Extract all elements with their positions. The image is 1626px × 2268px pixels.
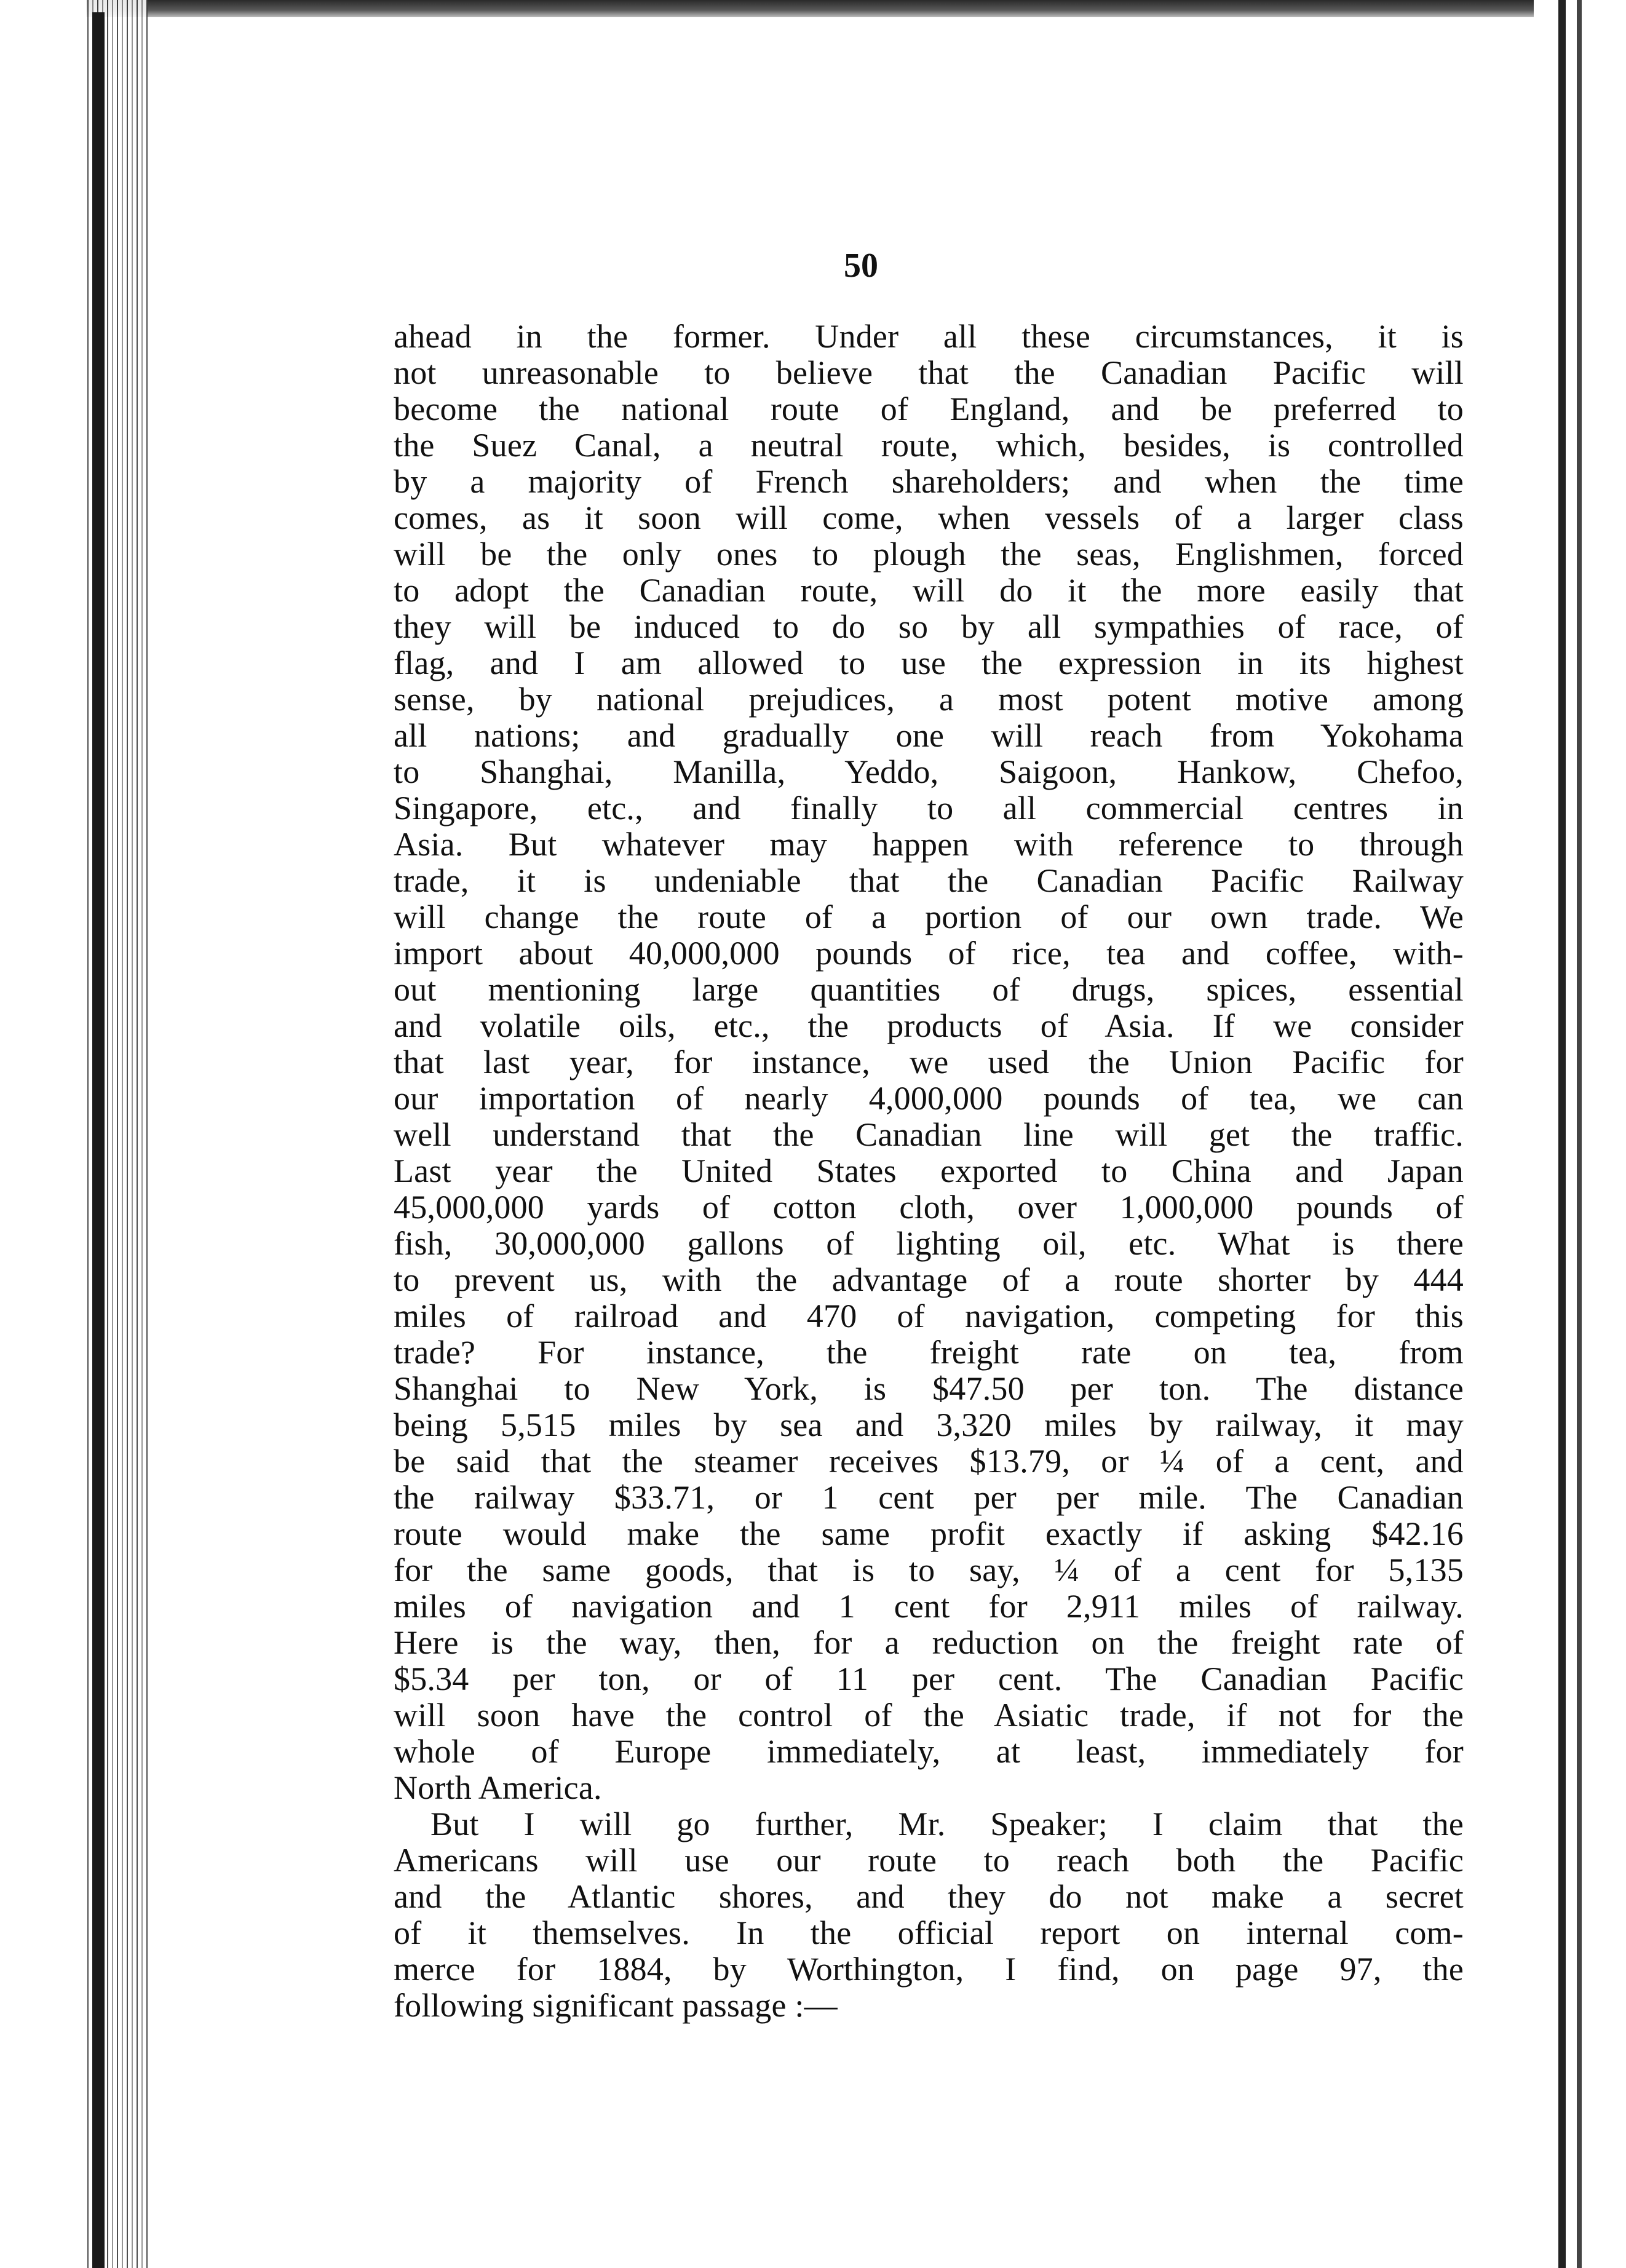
- text-line: comes, as it soon will come, when vessels of a larger class: [394, 499, 1464, 536]
- text-line: Singapore, etc., and finally to all commercial centres in: [394, 790, 1464, 827]
- text-line: become the national route of England, and be preferred to: [394, 391, 1464, 427]
- text-line: Shanghai to New York, is $47.50 per ton. The distance: [394, 1370, 1464, 1407]
- text-line: merce for 1884, by Worthington, I find, on page 97, the: [394, 1951, 1464, 1988]
- book-page: [148, 17, 1534, 2268]
- text-line: to adopt the Canadian route, will do it the more easily that: [394, 572, 1464, 609]
- text-line: North America.: [394, 1769, 602, 1806]
- text-line: of it themselves. In the official report on internal com-: [394, 1914, 1464, 1951]
- text-line: miles of railroad and 470 of navigation, competing for this: [394, 1298, 1464, 1334]
- text-line: our importation of nearly 4,000,000 pounds of tea, we can: [394, 1080, 1464, 1117]
- scan-top-edge: [0, 0, 1626, 17]
- text-line: Last year the United States exported to China and Japan: [394, 1152, 1464, 1189]
- text-line: to prevent us, with the advantage of a route shorter by 444: [394, 1261, 1464, 1298]
- text-line: trade? For instance, the freight rate on tea, from: [394, 1334, 1464, 1371]
- text-line: and volatile oils, etc., the products of Asia. If we consider: [394, 1007, 1464, 1044]
- text-line: will change the route of a portion of our own trade. We: [394, 898, 1464, 935]
- text-line: following significant passage :—: [394, 1987, 838, 2024]
- text-line: miles of navigation and 1 cent for 2,911 miles of railway.: [394, 1588, 1464, 1625]
- text-line: and the Atlantic shores, and they do not make a secret: [394, 1878, 1464, 1915]
- text-line: import about 40,000,000 pounds of rice, tea and coffee, with-: [394, 935, 1464, 972]
- text-line: Asia. But whatever may happen with reference to through: [394, 826, 1464, 863]
- text-line: not unreasonable to believe that the Canadian Pacific will: [394, 354, 1464, 391]
- text-line: be said that the steamer receives $13.79, or ¼ of a cent, and: [394, 1443, 1464, 1480]
- text-line: the railway $33.71, or 1 cent per per mile. The Canadian: [394, 1479, 1464, 1516]
- text-line: will be the only ones to plough the seas, Englishmen, forced: [394, 536, 1464, 573]
- text-line: that last year, for instance, we used the Union Pacific for: [394, 1044, 1464, 1080]
- text-line: for the same goods, that is to say, ¼ of a cent for 5,135: [394, 1552, 1464, 1588]
- text-line: Here is the way, then, for a reduction on the freight rate of: [394, 1624, 1464, 1661]
- text-line: the Suez Canal, a neutral route, which, besides, is controlled: [394, 427, 1464, 464]
- right-page-edge: [1534, 0, 1626, 2268]
- text-line: 45,000,000 yards of cotton cloth, over 1,000,000 pounds of: [394, 1189, 1464, 1226]
- text-line: well understand that the Canadian line will get the traffic.: [394, 1116, 1464, 1153]
- text-line: flag, and I am allowed to use the expression in its highest: [394, 644, 1464, 681]
- text-line: sense, by national prejudices, a most potent motive among: [394, 681, 1464, 718]
- text-line: trade, it is undeniable that the Canadian Pacific Railway: [394, 862, 1464, 899]
- text-line: out mentioning large quantities of drugs, spices, essential: [394, 971, 1464, 1008]
- text-line: by a majority of French shareholders; and when the time: [394, 463, 1464, 500]
- text-line: being 5,515 miles by sea and 3,320 miles by railway, it may: [394, 1406, 1464, 1443]
- text-line: But I will go further, Mr. Speaker; I claim that the: [430, 1806, 1464, 1842]
- text-line: they will be induced to do so by all sympathies of race, of: [394, 608, 1464, 645]
- text-line: Americans will use our route to reach both the Pacific: [394, 1842, 1464, 1879]
- text-line: route would make the same profit exactly if asking $42.16: [394, 1515, 1464, 1552]
- text-line: will soon have the control of the Asiatic trade, if not for the: [394, 1697, 1464, 1734]
- left-margin: [0, 0, 86, 2268]
- body-text: [394, 319, 1464, 2024]
- text-line: ahead in the former. Under all these circumstances, it is: [394, 318, 1464, 355]
- page-number: 50: [844, 247, 878, 285]
- text-line: whole of Europe immediately, at least, immediately for: [394, 1733, 1464, 1770]
- text-line: $5.34 per ton, or of 11 per cent. The Canadian Pacific: [394, 1660, 1464, 1697]
- text-line: all nations; and gradually one will reach from Yokohama: [394, 717, 1464, 754]
- binding-shadow: [92, 12, 105, 2268]
- text-line: to Shanghai, Manilla, Yeddo, Saigoon, Hankow, Chefoo,: [394, 753, 1464, 790]
- text-line: fish, 30,000,000 gallons of lighting oil, etc. What is there: [394, 1225, 1464, 1262]
